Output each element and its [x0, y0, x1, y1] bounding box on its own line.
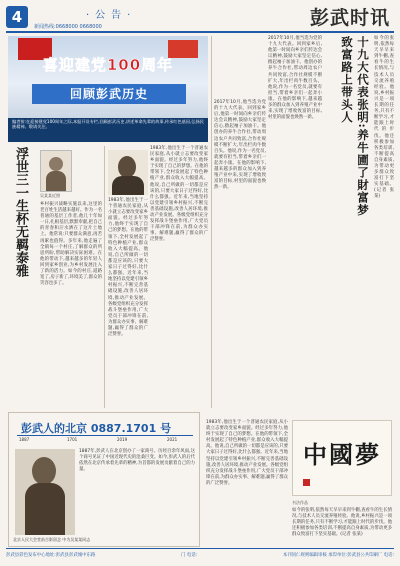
timeline-line	[17, 435, 193, 436]
article-right-col-1: 2017年10月,他当选为党的十九大代表。回到家乡后,他第一时间向乡亲们传达会议精神,鼓励大家坚定信心,撸起袖子加油干。他创办的养牛合作社,带动周边农户共同致富,合作社规模不断扩大,年出栏肉牛数百头。他说,作为一名党员,就要有担当,带着乡亲们一起奔小康。在他的影响下,越来越多的群众加入到养殖产业中来,实现了增收致富的目标,村里的面貌也焕然一新。	[214, 100, 266, 191]
calligraphy-artwork	[292, 420, 392, 496]
article-left-col: 乡村振兴战略实施以来,这里的老百姓生活越来越好。作为一名普通的基层工作者,他几十年如一日,扎根基层,默默奉献,把自己的青春和汗水洒在了这片土地上。他常说:只要群众满意,再苦再累也值得。多年来,他走遍了全镇每一个村庄,了解群众的所思所盼,帮助解决实际困难。在他的带动下,越来越多的年轻人回到家乡创业,为乡村发展注入了新的活力。如今的村庄,道路宽了,房子新了,环境美了,群众的笑容也多了。	[40, 202, 102, 287]
timeline-year: 2021	[167, 437, 178, 442]
author-photo	[40, 150, 72, 192]
timeline	[17, 433, 193, 445]
page-number: 4	[6, 6, 28, 28]
banner-caption: 编者按:在迎接建党100周年之际,本报开设专栏,回顾彭武历史,讲述革命先辈的故事,传承红色基因,弘扬民族精神。敬请关注。	[8, 118, 208, 142]
timeline-year: 1701	[67, 437, 78, 442]
section-title: ·公告·	[86, 10, 137, 21]
column-divider	[104, 146, 105, 408]
article-lower-mid: 1983年,他出生于一个普通农民家庭,从小就立志要改变家乡面貌。经过多年努力,他终于实现了自己的梦想。在他的带领下,全村发展起了特色种植产业,群众收入大幅提高。他说,自己所做的一切都是应该的,只要大家日子过得好,比什么都强。近年来,当地坚持以党建引领乡村振兴,不断完善基础设施,改善人居环境,推动产业发展。各级党组织充分发挥战斗堡垒作用,广大党员干部冲锋在前,为群众办实事、解难题,赢得了群众的广泛赞誉。	[206, 420, 288, 486]
portrait-image	[108, 150, 148, 195]
feature-caption: 北京人民大会堂前合影留念 中为吴某某同志	[13, 537, 91, 542]
column-divider	[211, 36, 212, 408]
feature-photo	[15, 449, 75, 535]
banner-subtitle: 回顾彭武历史	[32, 84, 186, 104]
right-headline-2: 致富路上带头人	[340, 36, 354, 124]
article-mid-col: 1983年,他出生于一个普通农民家庭,从小就立志要改变家乡面貌。经过多年努力,他终于实现了自己的梦想。在他的带领下,全村发展起了特色种植产业,群众收入大幅提高。他说,自己所做的一切都是应该的,只要大家日子过得好,比什么都强。近年来,当地坚持以党建引领乡村振兴,不断完善基础设施,改善人居环境,推动产业发展。各级党组织充分发挥战斗堡垒作用,广大党员干部冲锋在前,为群众办实事、解难题,赢得了群众的广泛赞誉。	[150, 146, 208, 243]
feature-text: 1887年,彭武人在北京创办了一家商号。历经百余年风雨,这个商号见证了中国近现代史的沧桑巨变。如今,彭武人的后代依然在北京传承着先辈的精神,为首都的发展贡献着自己的力量。	[79, 449, 195, 473]
article-mid-col-lower: 1983年,他出生于一个普通农民家庭,从小就立志要改变家乡面貌。经过多年努力,他终于实现了自己的梦想。在他的带领下,全村发展起了特色种植产业,群众收入大幅提高。他说,自己所做的一切都是应该的,只要大家日子过得好,比什么都强。近年来,当地坚持以党建引领乡村振兴,不断完善基础设施,改善人居环境,推动产业发展。各级党组织充分发挥战斗堡垒作用,广大党员干部冲锋在前,为群众办实事、解难题,赢得了群众的广泛赞誉。	[108, 198, 148, 338]
page-header	[0, 0, 400, 34]
footer-right: 本刊同仁规则编辑审核 承印单位:彭武县公共印刷厂 电话:	[282, 553, 394, 558]
header-info: 新闻热线:0668000 0668000	[34, 24, 102, 30]
timeline-year: 2019	[117, 437, 128, 442]
beijing-feature-box	[8, 412, 200, 547]
banner-title: 喜迎建党100周年	[42, 56, 174, 74]
banner-image	[8, 36, 208, 142]
feature-title: 彭武人的北京 0887.1701 号	[21, 422, 172, 435]
left-headline: 浮世三一生杯无羁泰雅	[13, 147, 28, 277]
right-headline: 十九大代表张明:养牛圃了財富梦	[356, 36, 370, 217]
seal-stamp	[303, 479, 310, 486]
article-lower-right: 如今的张明,依然每天早早来到牛棚,查看牛的生长情况,与技术人员交流养殖经验。他说,乡村振兴是一项长期的任务,只有不断学习,才能跟上时代的步伐。他还积极参加各类培训,不断提高自身素质,为带动更多群众致富打下坚实基础。(记者 张某)	[292, 508, 392, 538]
footer-mid: 门 电话:	[181, 553, 198, 558]
article-right-col-2: 2017年10月,他当选为党的十九大代表。回到家乡后,他第一时间向乡亲们传达会议精神,鼓励大家坚定信心,撸起袖子加油干。他创办的养牛合作社,带动周边农户共同致富,合作社规模不断扩大,年出栏肉牛数百头。他说,作为一名党员,就要有担当,带着乡亲们一起奔小康。在他的影响下,越来越多的群众加入到养殖产业中来,实现了增收致富的目标,村里的面貌也焕然一新。	[268, 36, 322, 121]
header-rule	[6, 31, 394, 33]
footer-rule	[6, 548, 394, 549]
masthead-logo: 彭武时讯	[309, 7, 390, 29]
photo-caption: 吴某某近照	[40, 193, 60, 198]
footer-left: 彭武县彩色发布中心地址:彭武县彭武城中东路	[6, 553, 96, 558]
page-footer	[6, 552, 394, 558]
timeline-year: 1887	[19, 437, 30, 442]
article-far-right: 如今的张明,依然每天早早来到牛棚,查看牛的生长情况,与技术人员交流养殖经验。他说,乡村振兴是一项长期的任务,只有不断学习,才能跟上时代的步伐。他还积极参加各类培训,不断提高自身素质,为带动更多群众致富打下坚实基础。(记者 张某)	[374, 36, 394, 200]
calligraphy-caption: 书法作品	[292, 500, 308, 505]
calligraphy-text: 中國夢	[303, 440, 381, 469]
